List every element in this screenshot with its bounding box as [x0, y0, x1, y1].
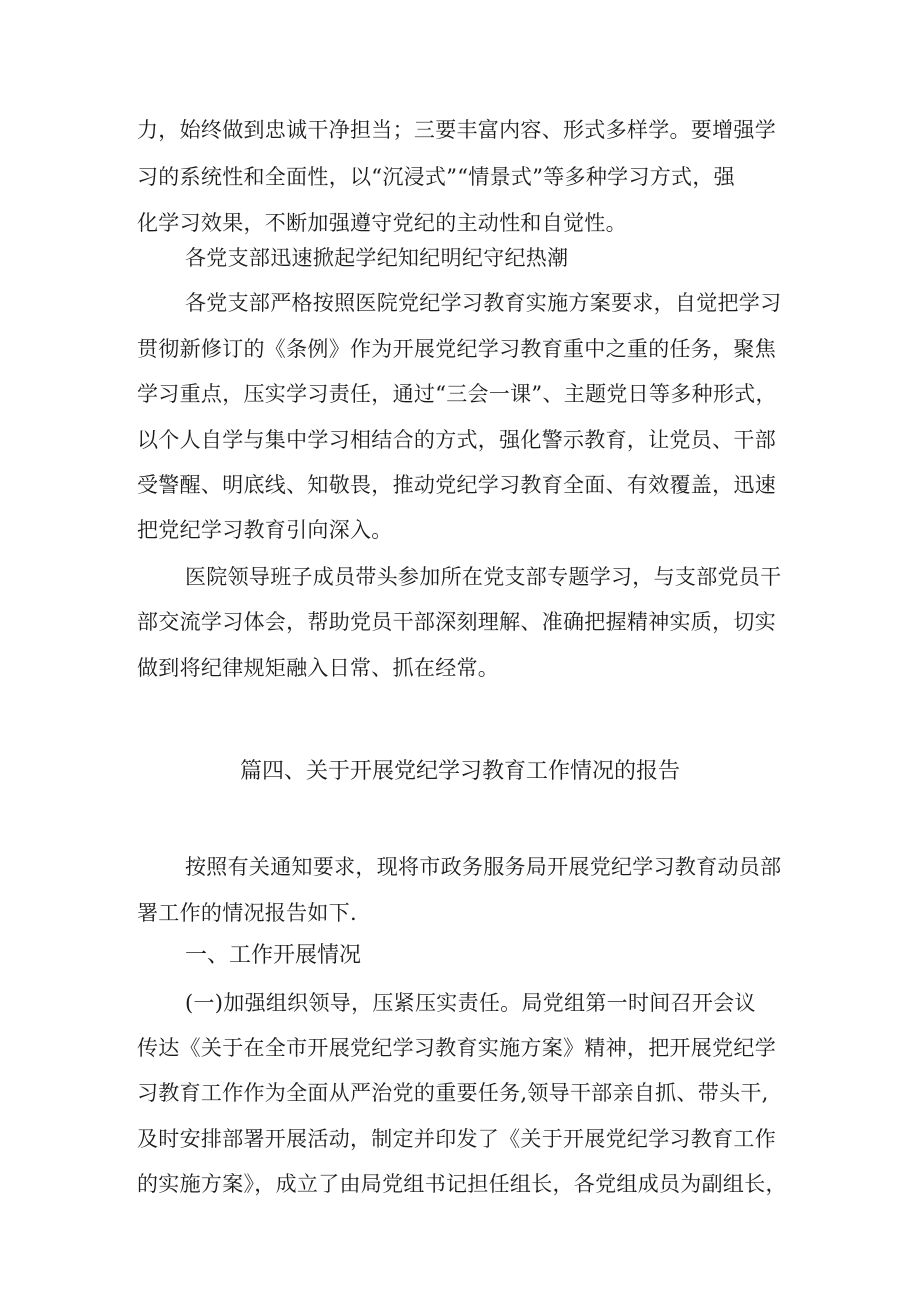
- paragraph-line: 以个人自学与集中学习相结合的方式，强化警示教育，让党员、干部: [137, 428, 776, 452]
- section-title: 一、工作开展情况: [185, 943, 362, 968]
- paragraph-line: 受警醒、明底线、知敬畏，推动党纪学习教育全面、有效覆盖，迅速: [137, 473, 776, 497]
- paragraph-line: 习的系统性和全面性，以“沉浸式”“情景式”等多种学习方式，强: [137, 165, 735, 189]
- paragraph-line: 的实施方案》，成立了由局党组书记担任组长，各党组成员为副组长，: [137, 1172, 787, 1196]
- paragraph-line: 医院领导班子成员带头参加所在党支部专题学习，与支部党员干: [185, 565, 782, 589]
- paragraph-line: 习教育工作作为全面从严治党的重要任务,领导干部亲自抓、带头干,: [137, 1081, 769, 1105]
- paragraph-line: 按照有关通知要求，现将市政务服务局开展党纪学习教育动员部: [185, 855, 782, 879]
- paragraph-line: 做到将纪律规矩融入日常、抓在经常。: [137, 656, 500, 680]
- paragraph-line: 传达《关于在全市开展党纪学习教育实施方案》精神，把开展党纪学: [137, 1036, 776, 1060]
- paragraph-line: (一)加强组织领导，压紧压实责任。局党组第一时间召开会议: [185, 991, 756, 1015]
- paragraph-line: 把党纪学习教育引向深入。: [137, 518, 393, 542]
- paragraph-line: 部交流学习体会，帮助党员干部深刻理解、准确把握精神实质，切实: [137, 610, 776, 634]
- subheading: 各党支部迅速掀起学纪知纪明纪守纪热潮: [185, 246, 569, 270]
- paragraph-line: 署工作的情况报告如下.: [137, 901, 357, 925]
- paragraph-line: 贯彻新修订的《条例》作为开展党纪学习教育重中之重的任务，聚焦: [137, 337, 776, 361]
- paragraph-line: 学习重点，压实学习责任，通过“三会一课”、主题党日等多种形式，: [137, 382, 777, 406]
- paragraph-line: 力，始终做到忠诚干净担当；三要丰富内容、形式多样学。要增强学: [137, 118, 776, 142]
- paragraph-line: 化学习效果，不断加强遵守党纪的主动性和自觉性。: [137, 211, 627, 235]
- paragraph-line: 各党支部严格按照医院党纪学习教育实施方案要求，自觉把学习: [185, 291, 782, 315]
- paragraph-line: 及时安排部署开展活动，制定并印发了《关于开展党纪学习教育工作: [137, 1127, 776, 1151]
- article-title: 篇四、关于开展党纪学习教育工作情况的报告: [239, 759, 680, 784]
